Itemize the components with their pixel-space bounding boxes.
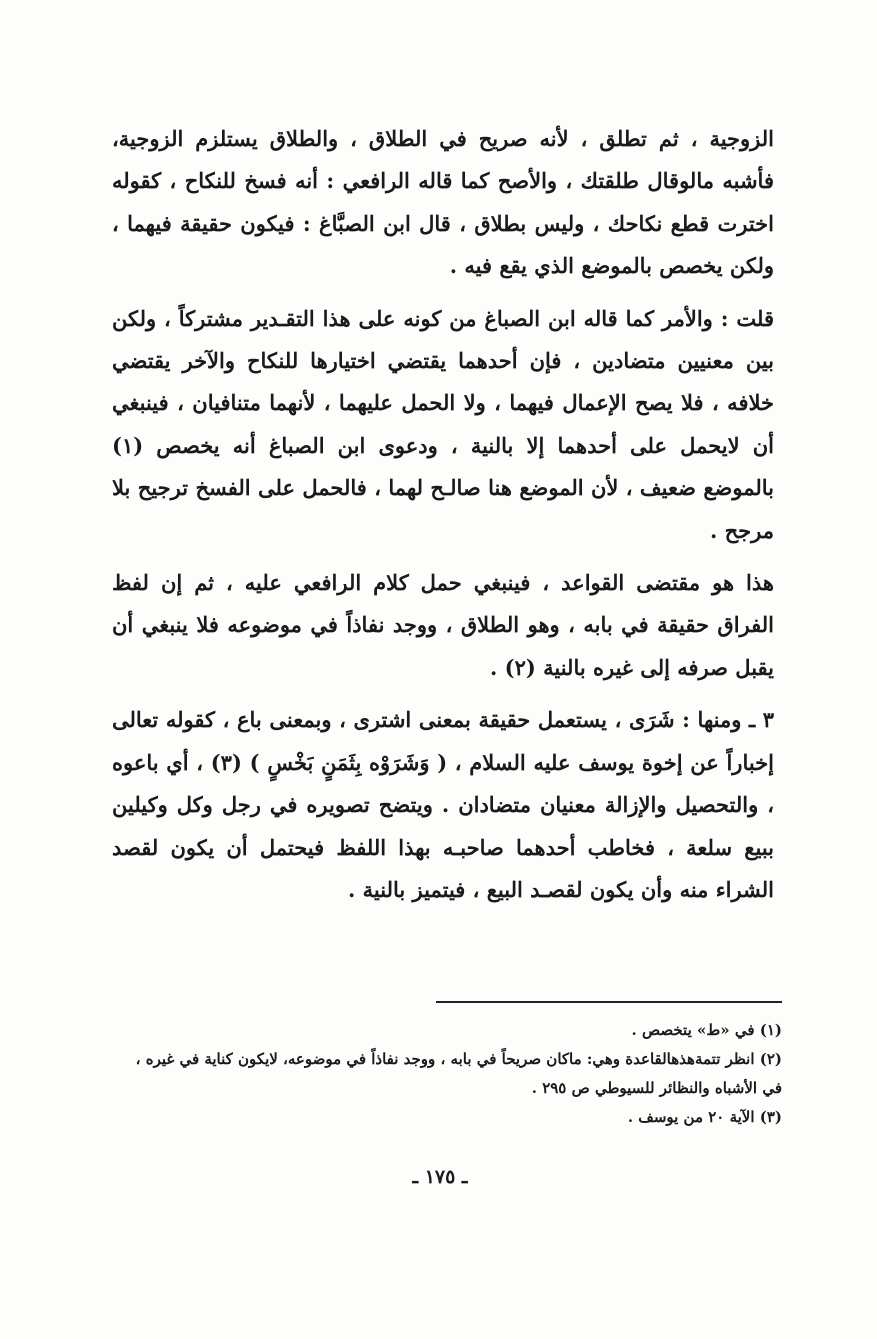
footnotes — [130, 1016, 782, 1132]
footnote-1: (١) في «ط» يتخصص . — [631, 1021, 782, 1039]
page-number: ـ ١٧٥ ـ — [412, 1166, 468, 1188]
footnote-3: (٣) الآية ٢٠ من يوسف . — [627, 1108, 782, 1126]
paragraph-3: هذا هو مقتضى القواعد ، فينبغي حمل كلام الرافعي عليه ، ثم إن لفظ الفراق حقيقة في بابه ، وهو الطلاق ، ووجد نفاذاً في موضوعه فلا ينبغي أن يقبل صرفه إلى غيره بالنية (٢) . — [112, 570, 774, 680]
paragraph-2: قلت : والأمر كما قاله ابن الصباغ من كونه على هذا التقـدير مشتركاً ، ولكن بين معنيين متضادين ، فإن أحدهما يقتضي اختيارها للنكاح والآخر يقتضي خلافه ، فلا يصح الإعمال فيهما ، ولا الحمل عليهما ، لأنهما متنافيان ، فينبغي أن لايحمل على أحدهما إلا بالنية ، ودعوى ابن الصباغ أنه يخصص (١) بالموضع ضعيف ، لأن الموضع هنا صالـح لهما ، فالحمل على الفسخ ترجيح بلا مرجح . — [112, 305, 774, 543]
footnote-2: (٢) انظر تتمةهذهالقاعدة وهي: ماكان صريحاً في بابه ، ووجد نفاذاً في موضوعه، لايكون كناية في غيره ، في الأشباه والنظائر للسيوطي ص ٢٩٥ . — [135, 1050, 782, 1097]
main-text — [112, 118, 774, 911]
paragraph-4: ٣ ـ ومنها : شَرَى ، يستعمل حقيقة بمعنى اشترى ، وبمعنى باع ، كقوله تعالى إخباراً عن إخوة يوسف عليه السلام ، ( وَشَرَوْه بِثَمَنٍ بَخْسٍ ) (٣) ، أي باعوه ، والتحصيل والإزالة معنيان متضادان . ويتضح تصويره في رجل وكل وكيلين ببيع سلعة ، فخاطب أحدهما صاحبـه بهذا اللفظ فيحتمل أن يكون لقصد الشراء منه وأن يكون لقصـد البيع ، فيتميز بالنية . — [112, 707, 774, 902]
footnote-separator — [436, 1001, 782, 1003]
paragraph-1: الزوجية ، ثم تطلق ، لأنه صريح في الطلاق ، والطلاق يستلزم الزوجية، فأشبه مالوقال طلقتك ، والأصح كما قاله الرافعي : أنه فسخ للنكاح ، كقوله اخترت قطع نكاحك ، وليس بطلاق ، قال ابن الصبَّاغ : فيكون حقيقة فيهما ، ولكن يخصص بالموضع الذي يقع فيه . — [112, 126, 774, 279]
